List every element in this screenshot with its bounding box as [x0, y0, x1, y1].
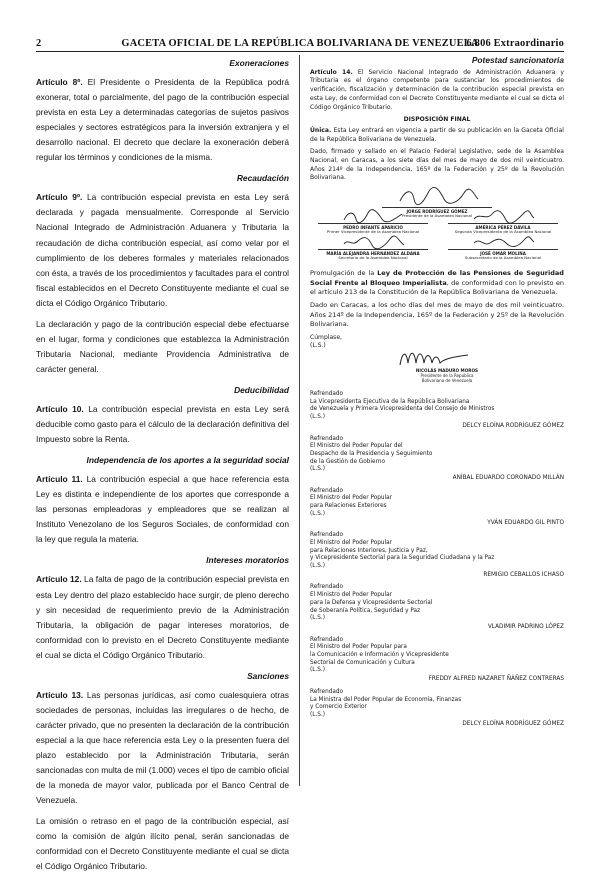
article-9-paragraph-2: La declaración y pago de la contribución especial debe efectuarse en el lugar, forma y condiciones que establezca la Administración Tributaria Nacional, mediante Providencia Administrativa de carácter general.: [36, 318, 289, 374]
minister-title-line: y Vicepresidente Sectorial para la Seguridad Ciudadana y la Paz: [310, 555, 495, 562]
minister-title-line: La Vicepresidenta Ejecutiva de la República Bolivariana: [310, 398, 470, 405]
minister-title-line: para Relaciones Exteriores: [310, 503, 387, 510]
section-heading: Recaudación: [236, 173, 289, 184]
signer-role: Subsecretario de la Asamblea Nacional: [464, 255, 542, 261]
article-number: Artículo 11.: [36, 474, 83, 485]
section-heading: Deducibilidad: [234, 384, 289, 395]
page-number: 2: [36, 38, 42, 49]
minister-title-line: para la Defensa y Vicepresidente Sectorial: [310, 599, 433, 606]
minister-name: YVÁN EDUARDO GIL PINTO: [487, 519, 564, 526]
promulgation-suffix: , de conformidad con lo previsto en el artículo 213 de la Constitución de la República Bolivariana de Venezuela.: [310, 278, 564, 296]
cumplase-label: Cúmplase,: [310, 333, 342, 341]
countersignature-block: [310, 532, 564, 579]
right-column: [310, 53, 564, 793]
president-role-1: Presidente de la República: [420, 372, 474, 378]
signing-statement: Dado, firmado y sellado en el Palacio Federal Legislativo, sede de la Asamblea Nacional, en Caracas, a los siete días del mes de mayo de dos mil veinticuatro. Años 214º de la Independencia, 165º de la Federación y 25º de la Revolución Bolivariana.: [310, 148, 564, 182]
edition-label: 6.806 Extraordinario: [466, 38, 564, 49]
article-number: Artículo 8º.: [36, 77, 83, 88]
minister-title-line: de Venezuela y Primera Vicepresidenta del Consejo de Ministros: [310, 406, 495, 413]
countersignature-block: [310, 436, 564, 483]
minister-title-line: La Ministra del Poder Popular de Economía, Finanzas: [310, 696, 462, 703]
countersign-label: Refrendado: [310, 390, 344, 397]
article-8: [36, 75, 289, 165]
countersignature-block: [310, 391, 564, 431]
countersign-label: Refrendado: [310, 688, 344, 695]
seal-label: (L.S.): [310, 342, 326, 350]
minister-title-line: de la Gestión de Gobierno: [310, 458, 385, 465]
countersign-label: Refrendado: [310, 636, 344, 643]
minister-name: ANÍBAL EDUARDO CORONADO MILLÁN: [452, 475, 564, 482]
minister-title-line: El Ministro del Poder Popular del: [310, 443, 403, 450]
minister-title-line: Sectorial de Comunicación y Cultura: [310, 659, 415, 666]
minister-title-line: El Ministro del Poder Popular: [310, 539, 393, 546]
president-signature: [310, 345, 564, 387]
minister-title-line: Despacho de la Presidencia y Seguimiento: [310, 450, 433, 457]
signer-name: AMÉRICA PÉREZ DÁVILA: [475, 225, 531, 231]
minister-title-line: (L.S.): [310, 466, 325, 473]
minister-title-line: de Soberanía Política, Seguridad y Paz: [310, 607, 421, 614]
section-heading: Independencia de los aportes a la seguridad social: [86, 455, 289, 466]
minister-name: REMIGIO CEBALLOS ICHASO: [483, 571, 564, 578]
countersignature-block: [310, 584, 564, 631]
final-provision-title: DISPOSICIÓN FINAL: [403, 116, 471, 124]
countersign-label: Refrendado: [310, 532, 344, 539]
signer-name: PEDRO INFANTE APARICIO: [343, 225, 403, 231]
law-title: Ley de Protección de las Pensiones de Seguridad Social Frente al Bloqueo Imperialista: [310, 269, 564, 287]
minister-title-line: y Comercio Exterior: [310, 704, 367, 711]
provision-number: Única.: [310, 126, 332, 134]
countersignatures: [310, 391, 564, 728]
signature-line: [448, 249, 558, 250]
article-number: Artículo 10.: [36, 403, 84, 414]
handwritten-signature: [338, 235, 408, 249]
handwritten-signature: [468, 235, 538, 249]
dated-statement: Dado en Caracas, a los ocho días del mes de mayo de dos mil veinticuatro. Años 214º de la Independencia, 165º de la Federación y 25º de la Revolución Bolivariana.: [310, 301, 564, 329]
article-text: La contribución especial prevista en esta Ley será declarada y pagada mensualmente. Corresponde al Servicio Nacional Integrado de Administración Aduanera y Tributaria la recaudación de dicha contribución especial, así como velar por el cumplimiento de los deberes formales y materiales relacionados con ésta, a través de los procedimientos y facultades para el control fiscal establecidos en el Decreto Constituyente mediante el cual se dicta el Código Orgánico Tributario.: [36, 192, 289, 308]
signer-role: Segunda Vicepresidenta de la Asamblea Nacional: [454, 229, 552, 235]
countersign-label: Refrendado: [310, 487, 344, 494]
signature-line: [318, 223, 428, 224]
provision-text: Esta Ley entrará en vigencia a partir de su publicación en la Gaceta Oficial de la República Bolivariana de Venezuela.: [310, 126, 564, 143]
countersignature-block: [310, 488, 564, 528]
president-role-2: Bolivariana de Venezuela: [421, 377, 473, 383]
article-9: [36, 190, 289, 310]
article-number: Artículo 12.: [36, 574, 82, 585]
minister-name: VLADIMIR PADRINO LÓPEZ: [487, 623, 564, 630]
minister-title-line: El Ministro del Poder Popular: [310, 592, 393, 599]
minister-title-line: (L.S.): [310, 667, 325, 674]
minister-title-line: (L.S.): [310, 510, 325, 517]
article-11: [36, 472, 289, 547]
article-text: Las personas jurídicas, así como cualesquiera otras sociedades de personas, incluidas las irregulares o de hecho, de carácter privado, que no presenten la declaración de la contribución especial a la que hace referencia esta Ley o la presenten fuera del plazo establecido por la Administración Tributaria, serán sancionadas con multa de mil (1.000) veces el tipo de cambio oficial de la moneda de mayor valor, publicada por el Banco Central de Venezuela.: [36, 689, 289, 806]
promulgation-prefix: Promulgación de la: [310, 269, 378, 278]
article-text: La contribución especial prevista en esta Ley será deducible como gasto para el cálculo de la declaración definitiva del Impuesto sobre la Renta.: [36, 403, 290, 445]
section-heading: Exoneraciones: [229, 58, 289, 68]
article-14: [310, 69, 564, 113]
article-12: [36, 572, 289, 662]
gazette-title: GACETA OFICIAL DE LA REPÚBLICA BOLIVARIANA DE VENEZUELA: [121, 38, 479, 49]
article-text: La contribución especial a que hace referencia esta Ley es distinta e independiente de los aportes que corresponde a las personas empleadoras y empleadores que se realizan al Instituto Venezolano de los Seguros Sociales, de conformidad con la ley que regula la materia.: [36, 474, 289, 545]
article-number: Artículo 14.: [310, 68, 353, 76]
minister-title-line: (L.S.): [310, 414, 325, 421]
countersign-label: Refrendado: [310, 435, 344, 442]
signature-block: [448, 209, 558, 235]
handwritten-signature: [392, 187, 482, 207]
minister-title-line: la Comunicación e Información y Vicepresidente: [310, 652, 449, 659]
signer-name: MARÍA ALEJANDRA HERNÁNDEZ ALDANA: [326, 251, 420, 257]
minister-title-line: El Ministro del Poder Popular: [310, 495, 393, 502]
section-heading: Intereses moratorios: [206, 555, 289, 566]
countersignature-block: [310, 637, 564, 684]
signer-role: Primer Vicepresidente de la Asamblea Nacional: [326, 229, 420, 235]
final-provision: [310, 127, 564, 144]
article-10: [36, 402, 289, 447]
signature-block: [448, 235, 558, 261]
signer-role: Presidente de la Asamblea Nacional: [402, 213, 472, 219]
minister-title-line: (L.S.): [310, 712, 325, 718]
minister-title-line: (L.S.): [310, 563, 325, 570]
minister-name: DELCY ELOÍNA RODRÍGUEZ GÓMEZ: [462, 422, 564, 429]
minister-title-line: El Ministro del Poder Popular para: [310, 644, 407, 651]
header-rule: [36, 51, 564, 52]
left-column: [36, 53, 290, 872]
assembly-signatures: [310, 187, 564, 263]
article-text: El Servicio Nacional Integrado de Administración Aduanera y Tributaria es el órgano competente para sustanciar los procedimientos de verificación, fiscalización y determinación de la contribución especial prevista en esta Ley, de conformidad con el Decreto Constituyente mediante el cual se dicta el Código Orgánico Tributario.: [310, 68, 564, 111]
minister-title-line: para Relaciones Interiores, Justicia y Paz,: [310, 547, 428, 554]
article-number: Artículo 13.: [36, 689, 84, 700]
section-heading: Sanciones: [247, 670, 289, 681]
countersign-label: Refrendado: [310, 584, 344, 591]
promulgation-statement: [310, 269, 564, 297]
president-name-block: [402, 369, 492, 383]
article-number: Artículo 9º.: [36, 192, 83, 203]
handwritten-signature: [338, 209, 408, 223]
handwritten-signature: [468, 209, 538, 223]
signer-role: Secretaria de la Asamblea Nacional: [338, 255, 408, 261]
article-text: La falta de pago de la contribución especial prevista en esta Ley dentro del plazo establecido hace surgir, de pleno derecho y sin necesidad de requerimiento previo de la Administración Tributaria, la obligación de pagar intereses moratorios, de conformidad con lo previsto en el Decreto Constituyente mediante el cual se dicta el Código Orgánico Tributario.: [36, 574, 289, 660]
signature-line: [382, 207, 492, 208]
minister-name: FREDDY ALFRED NAZARET ÑÁÑEZ CONTRERAS: [428, 676, 564, 683]
section-heading: Potestad sancionatoria: [471, 55, 564, 65]
article-13: [36, 688, 289, 808]
signer-name: JORGE RODRÍGUEZ GÓMEZ: [406, 209, 468, 215]
countersignature-block: [310, 689, 564, 729]
signature-block: [318, 209, 428, 235]
signature-block: [318, 235, 428, 261]
signer-name: JOSÉ OMAR MOLINA: [480, 251, 526, 257]
article-text: El Presidente o Presidenta de la República podrá exonerar, total o parcialmente, del pago de la contribución especial prevista en esta Ley a determinadas categorías de sujetos pasivos especiales y sectores estratégicos para la inversión extranjera y el desarrollo nacional. El decreto que declare la exoneración deberá regular los términos y condiciones de la misma.: [36, 77, 290, 163]
minister-name: DELCY ELOÍNA RODRÍGUEZ GÓMEZ: [462, 720, 564, 727]
gazette-header: [36, 38, 564, 50]
column-divider: [299, 55, 300, 786]
president-name: NICOLÁS MADURO MOROS: [415, 367, 479, 373]
signature-line: [318, 249, 428, 250]
article-13-paragraph-2: La omisión o retraso en el pago de la contribución especial, así como la comisión de algún ilícito penal, serán sancionadas de conformidad con el Decreto Constituyente mediante el cual se dicta el Código Orgánico Tributario.: [36, 816, 289, 872]
signature-line: [448, 223, 558, 224]
minister-title-line: (L.S.): [310, 615, 325, 622]
